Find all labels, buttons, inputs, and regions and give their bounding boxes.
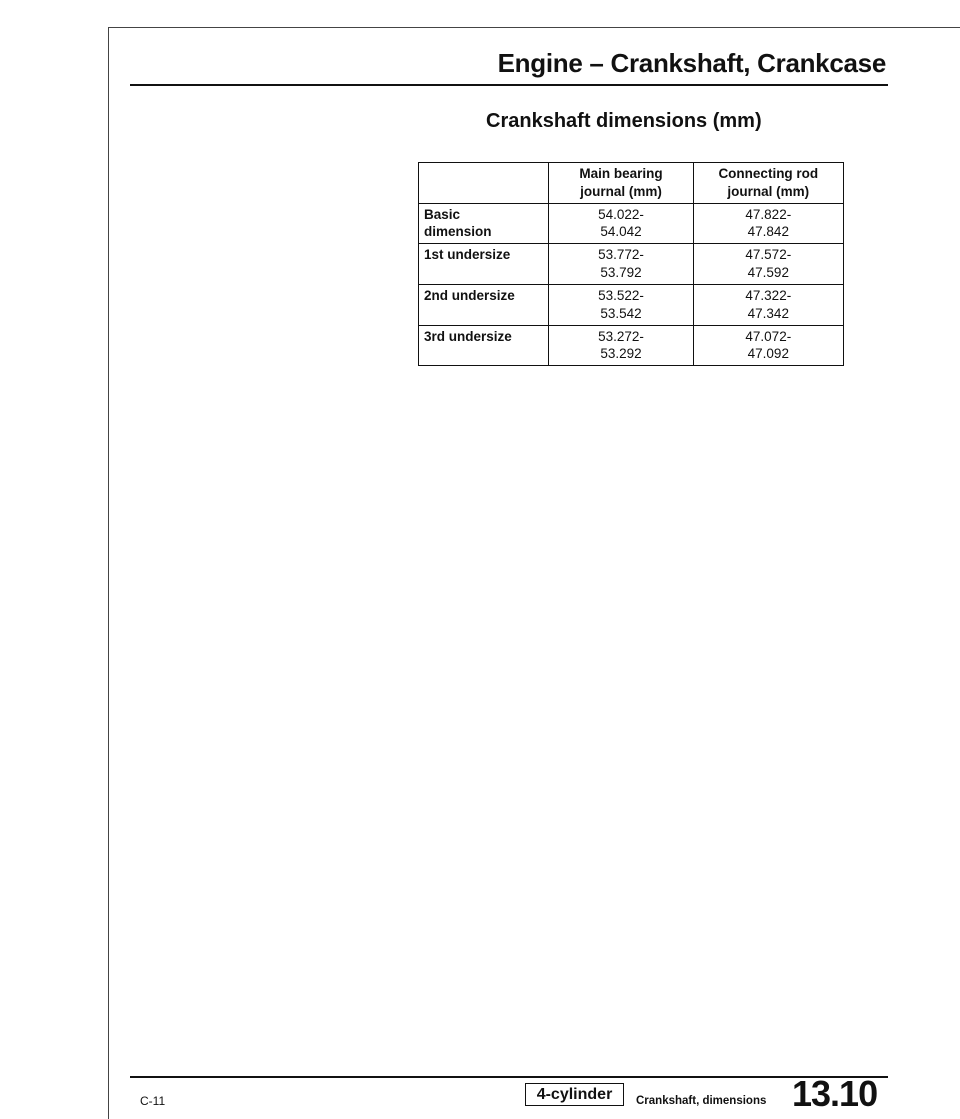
main-bearing-value — [549, 244, 693, 285]
value-max: 53.792 — [600, 265, 642, 281]
row-label-line: 1st undersize — [424, 247, 511, 263]
value-min: 53.772- — [598, 247, 644, 263]
row-label-line: dimension — [424, 224, 492, 240]
connecting-rod-value — [693, 203, 843, 244]
value-min: 53.522- — [598, 287, 644, 303]
header-line: journal (mm) — [580, 183, 662, 199]
row-label-2nd-undersize — [419, 284, 549, 325]
row-label-line: Basic — [424, 206, 461, 222]
row-label-basic-dimension — [419, 203, 549, 244]
page-number: 13.10 — [792, 1073, 878, 1114]
scan-frame-top — [108, 27, 960, 28]
value-max: 47.342 — [747, 305, 789, 321]
row-label-line: 3rd undersize — [424, 328, 512, 344]
table-row — [419, 203, 844, 244]
column-header-connecting-rod — [693, 163, 843, 204]
value-min: 47.322- — [745, 287, 792, 303]
header-line: Connecting rod — [718, 166, 819, 181]
value-min: 47.572- — [745, 247, 792, 263]
header-line: Main bearing — [579, 166, 663, 181]
page-header-title: Engine – Crankshaft, Crankcase — [497, 48, 886, 78]
table-row — [419, 244, 844, 285]
header-blank-cell — [419, 163, 549, 204]
connecting-rod-value — [693, 244, 843, 285]
table-header-row — [419, 163, 844, 204]
crankshaft-dimensions-table — [418, 162, 844, 366]
section-title: Crankshaft dimensions (mm) — [486, 110, 762, 132]
value-min: 54.022- — [598, 206, 644, 222]
value-min: 47.822- — [745, 206, 792, 222]
scan-frame-left — [108, 27, 109, 1119]
footer-rule — [130, 1076, 888, 1078]
value-max: 53.292 — [600, 346, 642, 362]
value-max: 47.592 — [747, 265, 789, 281]
row-label-line: 2nd undersize — [424, 287, 515, 303]
connecting-rod-value — [693, 325, 843, 366]
row-label-1st-undersize — [419, 244, 549, 285]
engine-variant-badge: 4-cylinder — [525, 1083, 624, 1106]
value-min: 53.272- — [598, 328, 644, 344]
main-bearing-value — [549, 284, 693, 325]
page-code: C-11 — [140, 1094, 166, 1108]
value-max: 53.542 — [600, 305, 642, 321]
header-line: journal (mm) — [727, 183, 810, 199]
column-header-main-bearing — [549, 163, 693, 204]
row-label-3rd-undersize — [419, 325, 549, 366]
connecting-rod-value — [693, 284, 843, 325]
value-min: 47.072- — [745, 328, 792, 344]
table-row — [419, 284, 844, 325]
table-row — [419, 325, 844, 366]
main-bearing-value — [549, 325, 693, 366]
header-rule — [130, 84, 888, 86]
value-max: 47.092 — [747, 346, 789, 362]
value-max: 47.842 — [747, 224, 789, 240]
main-bearing-value — [549, 203, 693, 244]
footer-topic: Crankshaft, dimensions — [636, 1095, 767, 1107]
value-max: 54.042 — [600, 224, 642, 240]
